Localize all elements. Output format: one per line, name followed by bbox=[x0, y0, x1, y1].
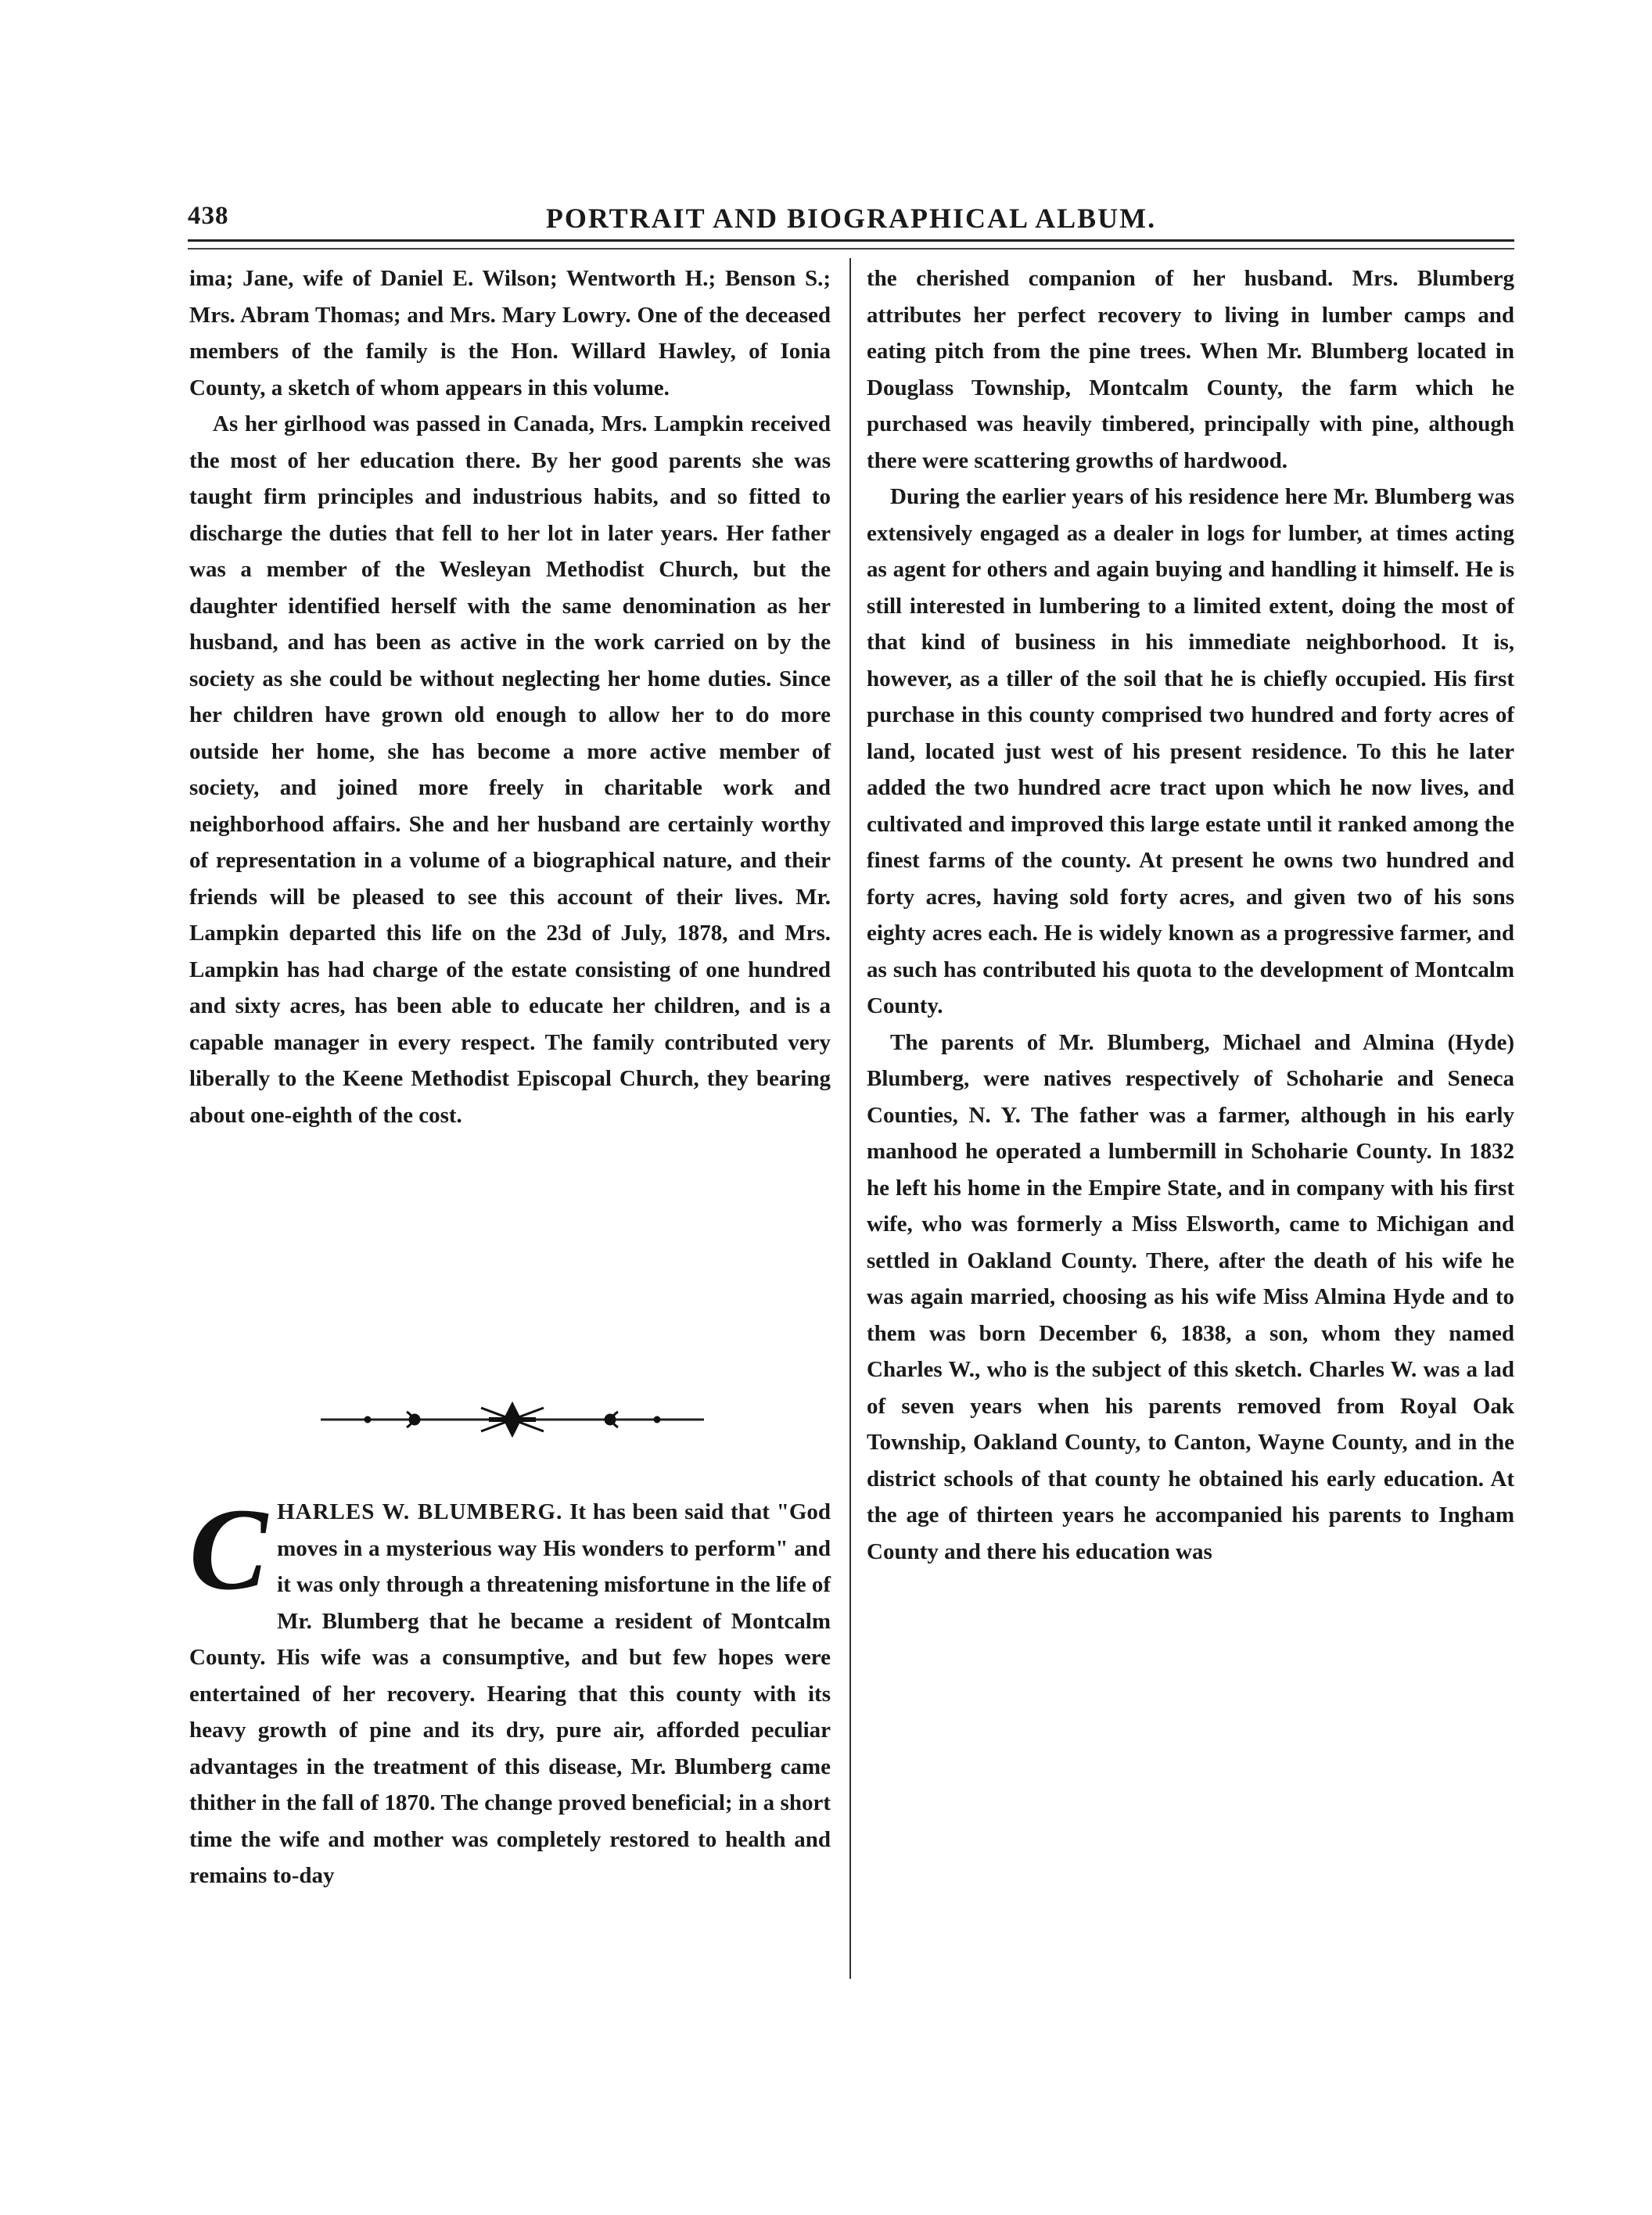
biography-opening bbox=[189, 1484, 831, 1894]
header-rule bbox=[188, 239, 1514, 250]
column-divider bbox=[849, 258, 851, 1979]
right-paragraph-3: The parents of Mr. Blumberg, Michael and Almina (Hyde) Blumberg, were natives respectively of Schoharie and Seneca Counties, N. Y. The father was a farmer, although in his early manhood he operated a lumbermill in Schoharie County. In 1832 he left his home in the Empire State, and in company with his first wife, who was formerly a Miss Elsworth, came to Michigan and settled in Oakland County. There, after the death of his wife he was again married, choosing as his wife Miss Almina Hyde and to them was born December 6, 1838, a son, whom they named Charles W., who is the subject of this sketch. Charles W. was a lad of seven years when his parents removed from Royal Oak Township, Oakland County, to Canton, Wayne County, and in the district schools of that county he obtained his early education. At the age of thirteen years he accompanied his parents to Ingham County and there his education was bbox=[867, 1029, 1514, 1564]
left-paragraph-2: As her girlhood was passed in Canada, Mrs. Lampkin received the most of her education there. By her good parents she was taught firm principles and industrious habits, and so fitted to discharge the duties that fell to her lot in later years. Her father was a member of the Wesleyan Methodist Church, but the daughter identified herself with the same denomination as her husband, and has been as active in the work carried on by the society as she could be without neglecting her home duties. Since her children have grown old enough to allow her to do more outside her home, she has become a more active member of society, and joined more freely in charitable work and neighborhood affairs. She and her husband are certainly worthy of representation in a volume of a biographical nature, and their friends will be pleased to see this account of their lives. Mr. Lampkin departed this life on the 23d of July, 1878, and Mrs. Lampkin has had charge of the estate consisting of one hundred and sixty acres, has been able to educate her children, and is a capable manager in every respect. The family contributed very liberally to the Keene Methodist Episcopal Church, they bearing about one-eighth of the cost. bbox=[189, 411, 831, 1128]
section-ornament bbox=[321, 1400, 704, 1439]
right-paragraph-2: During the earlier years of his residence here Mr. Blumberg was extensively engaged as a dealer in logs for lumber, at times acting as agent for others and again buying and handling it himself. He is still interested in lumbering to a limited extent, doing the most of that kind of business in his immediate neighborhood. It is, however, as a tiller of the soil that he is chiefly occupied. His first purchase in this county comprised two hundred and forty acres of land, located just west of his present residence. To this he later added the two hundred acre tract upon which he now lives, and cultivated and improved this large estate until it ranked among the finest farms of the county. At present he owns two hundred and forty acres, having sold forty acres, and given two of his sons eighty acres each. He is widely known as a progressive farmer, and as such has contributed his quota to the development of Montcalm County. bbox=[867, 484, 1514, 1018]
biography-text: It has been said that "God moves in a mysterious way His wonders to perform" and it was only through a threatening misfortune in the life of Mr. Blumberg that he became a resident of Montcalm County. His wife was a consumptive, and but few hopes were entertained of her recovery. Hearing that this county with its heavy growth of pine and its dry, pure air, afforded peculiar advantages in the treatment of this disease, Mr. Blumberg came thither in the fall of 1870. The change proved beneficial; in a short time the wife and mother was completely restored to health and remains to-day bbox=[189, 1499, 831, 1888]
right-column bbox=[867, 260, 1514, 1570]
page-header bbox=[188, 202, 1514, 241]
biography-subject-name: HARLES W. BLUMBERG. bbox=[277, 1499, 563, 1524]
right-paragraph-1: the cherished companion of her husband. Mrs. Blumberg attributes her perfect recovery to living in lumber camps and eating pitch from the pine trees. When Mr. Blumberg located in Douglass Township, Montcalm County, the farm which he purchased was heavily timbered, principally with pine, although there were scattering growths of hardwood. bbox=[867, 266, 1514, 473]
left-column bbox=[189, 260, 831, 1133]
page-number: 438 bbox=[188, 202, 229, 230]
drop-cap: C bbox=[189, 1484, 268, 1614]
left-paragraph-1: ima; Jane, wife of Daniel E. Wilson; Wentworth H.; Benson S.; Mrs. Abram Thomas; and Mrs. Mary Lowry. One of the deceased members of the family is the Hon. Willard Hawley, of Ionia County, a sketch of whom appears in this volume. bbox=[189, 266, 831, 400]
running-head: PORTRAIT AND BIOGRAPHICAL ALBUM. bbox=[545, 203, 1157, 234]
